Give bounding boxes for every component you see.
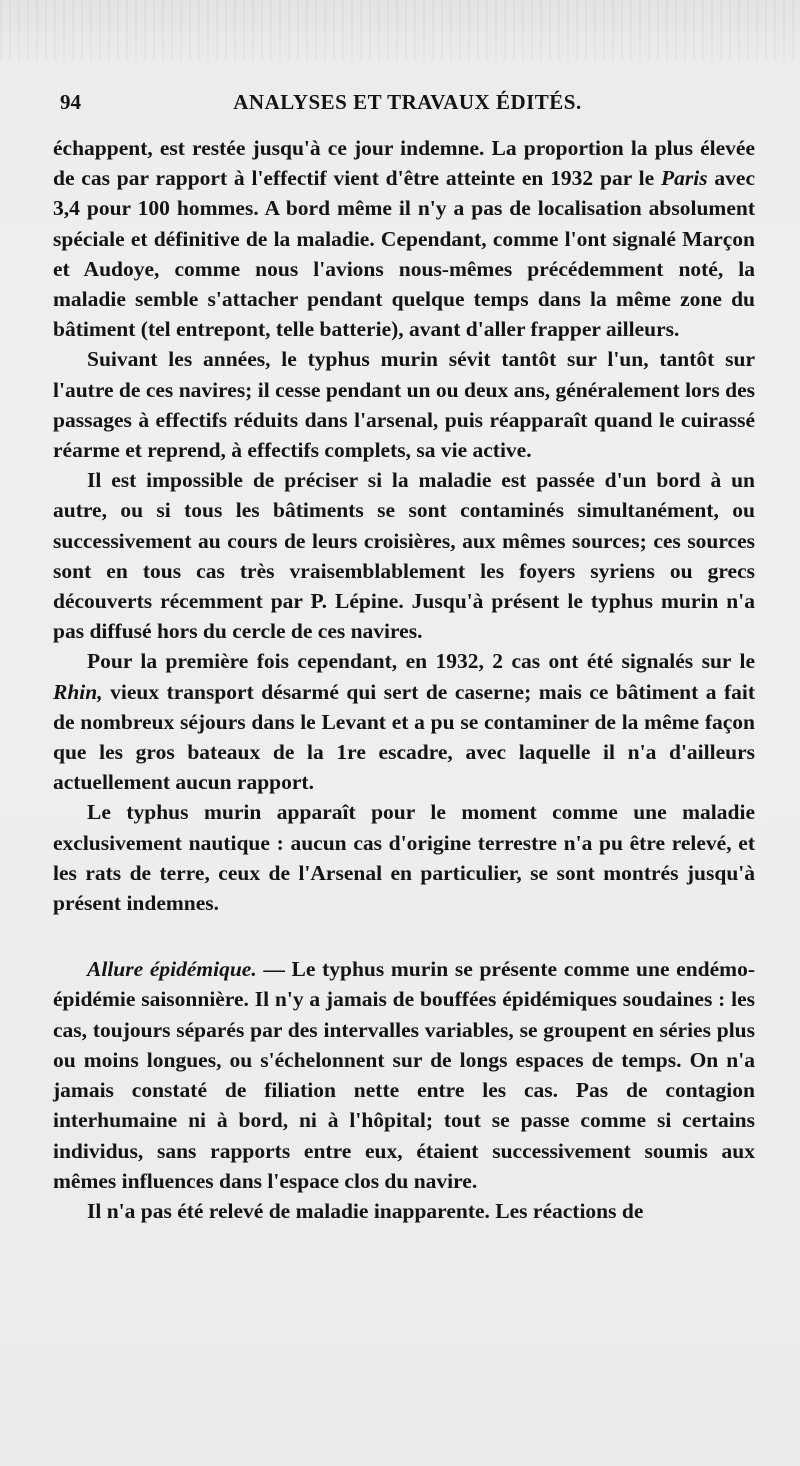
paragraph-7: Il n'a pas été relevé de maladie inapparente. Les réactions de [87,1198,644,1223]
paragraph-1-continuation: avec 3,4 pour 100 hommes. A bord même il n'y a pas de localisation absolument spéciale et définitive de la maladie. Cependant, comme l'ont signalé Marçon et Audoye, comme nous l'avions nous-mêmes précédemment noté, la maladie semble s'attacher pendant quelque temps dans la même zone du bâtiment (tel entrepont, telle batterie), avant d'aller frapper ailleurs. [53,166,755,342]
ship-name-paris: Paris [661,166,708,191]
paragraph-4-continuation: vieux transport désarmé qui sert de caserne; mais ce bâtiment a fait de nombreux séjours dans le Levant et a pu se contaminer de la même façon que les gros bateaux de la 1re escadre, avec laquelle il n'a d'ailleurs actuellement aucun rapport. [53,679,756,795]
paragraph-6-text: — Le typhus murin se présente comme une endémo-épidémie saisonnière. Il n'y a jamais de bouffées épidémiques soudaines : les cas, toujours séparés par des intervalles variables, se groupent en séries plus ou moins longues, ou s'échelonnent sur de longs espaces de temps. On n'a jamais constaté de filiation nette entre les cas. Pas de contagion interhumaine ni à bord, ni à l'hôpital; tout se passe comme si certains individus, sans rapports entre eux, étaient successivement soumis aux mêmes influences dans l'espace clos du navire. [53,957,755,1193]
body-text [53,133,755,1226]
paragraph-4-text: Pour la première fois cependant, en 1932, 2 cas ont été signalés sur le [87,649,755,674]
paragraph-4 [53,646,755,797]
section-gap [53,918,755,954]
paragraph-1-text: échappent, est restée jusqu'à ce jour indemne. La proportion la plus élevée de cas par rapport à l'effectif vient d'être atteinte en 1932 par le [53,136,755,191]
page-number: 94 [60,90,81,114]
paragraph-2: Suivant les années, le typhus murin sévit tantôt sur l'un, tantôt sur l'autre de ces navires; il cesse pendant un ou deux ans, généralement lors des passages à effectifs réduits dans l'arsenal, puis réapparaît quand le cuirassé réarme et reprend, à effectifs complets, sa vie active. [53,347,755,463]
ship-name-rhin: Rhin, [53,679,103,704]
page-header [60,90,755,120]
paragraph-5: Le typhus murin apparaît pour le moment comme une maladie exclusivement nautique : aucun cas d'origine terrestre n'a pu être relevé, et les rats de terre, ceux de l'Arsenal en particulier, se sont montrés jusqu'à présent indemnes. [53,800,755,916]
paragraph-1 [53,133,755,344]
scan-margin-texture [0,0,800,60]
paragraph-3: Il est impossible de préciser si la maladie est passée d'un bord à un autre, ou si tous les bâtiments se sont contaminés simultanément, ou successivement au cours de leurs croisières, aux mêmes sources; ces sources sont en tous cas très vraisemblablement les foyers syriens ou grecs découverts récemment par P. Lépine. Jusqu'à présent le typhus murin n'a pas diffusé hors du cercle de ces navires. [53,468,755,644]
running-title: ANALYSES ET TRAVAUX ÉDITÉS. [233,90,582,114]
paragraph-6 [53,954,755,1196]
section-heading-allure-epidemique: Allure épidémique. [87,957,257,982]
